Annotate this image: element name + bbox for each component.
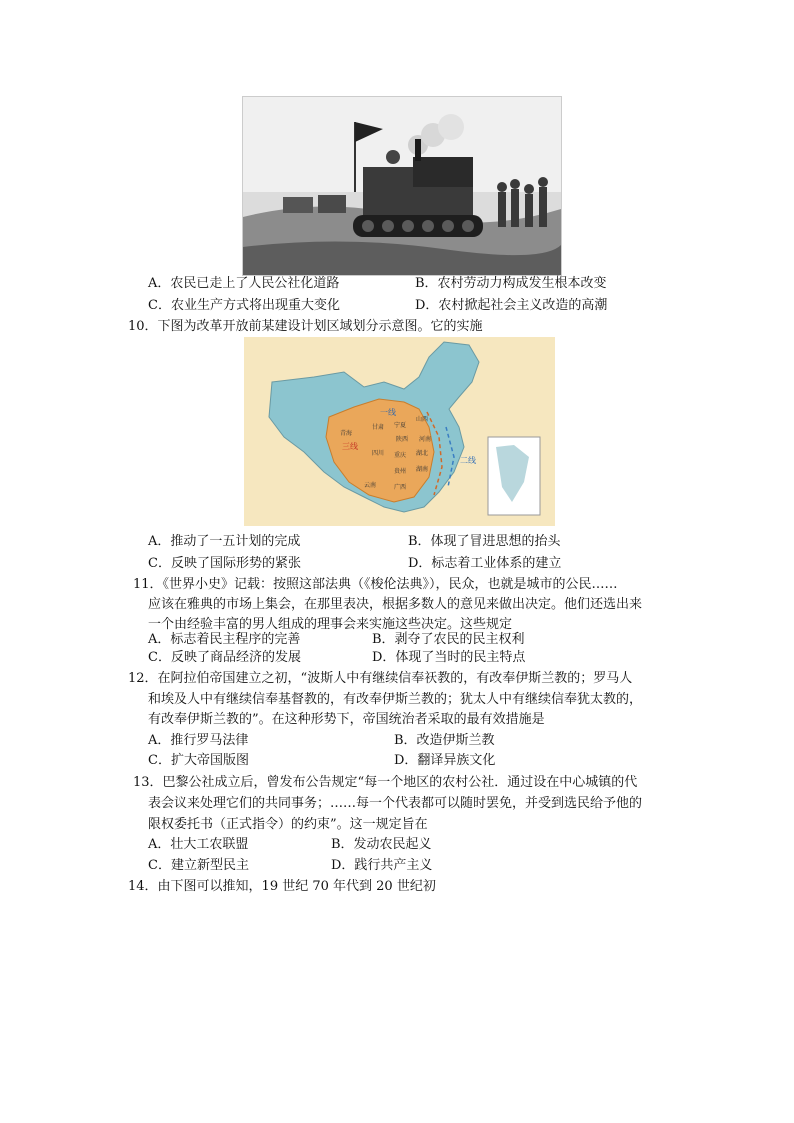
q9-option-b: B．农村劳动力构成发生根本改变	[415, 276, 607, 291]
q10-option-c: C．反映了国际形势的紧张	[148, 556, 301, 571]
q13-line1: 13．巴黎公社成立后，曾发布公告规定“每一个地区的农村公社．通过设在中心城镇的代	[133, 775, 638, 790]
q12-line3: 有改奉伊斯兰教的”。在这种形势下，帝国统治者采取的最有效措施是	[148, 712, 545, 727]
q12-option-b: B．改造伊斯兰教	[394, 733, 495, 748]
q11-option-a: A．标志着民主程序的完善	[148, 632, 301, 647]
map-province: 湖南	[416, 466, 429, 473]
q11-option-b: B．剥夺了农民的民主权利	[372, 632, 525, 647]
q9-option-a: A．农民已走上了人民公社化道路	[148, 276, 340, 291]
q12-option-a: A．推行罗马法律	[148, 733, 249, 748]
china-map	[244, 337, 555, 526]
q10-option-a: A．推动了一五计划的完成	[148, 534, 301, 549]
map-province: 广西	[394, 484, 407, 491]
q13-option-b: B．发动农民起义	[331, 837, 432, 852]
map-province: 四川	[372, 450, 385, 457]
map-province: 湖北	[416, 450, 429, 457]
map-province: 河南	[419, 436, 432, 443]
map-province: 山西	[416, 416, 429, 423]
map-label-line1: 一线	[380, 408, 396, 417]
q12-option-d: D．翻译异族文化	[394, 753, 496, 768]
q11-option-d: D．体现了当时的民主特点	[372, 650, 526, 665]
q9-option-d: D．农村掀起社会主义改造的高潮	[415, 298, 608, 313]
q14-stem: 14．由下图可以推知，19 世纪 70 年代到 20 世纪初	[128, 879, 436, 894]
q9-option-c: C．农业生产方式将出现重大变化	[148, 298, 340, 313]
map-label-line2: 二线	[460, 456, 476, 465]
q10-stem: 10．下图为改革开放前某建设计划区域划分示意图。它的实施	[128, 319, 483, 334]
q11-line2: 应该在雅典的市场上集会，在那里表决，根据多数人的意见来做出决定。他们还选出来	[148, 597, 643, 612]
q13-option-d: D．践行共产主义	[331, 858, 433, 873]
q11-option-c: C．反映了商品经济的发展	[148, 650, 301, 665]
map-province: 宁夏	[394, 422, 407, 429]
q13-option-a: A．壮大工农联盟	[148, 837, 249, 852]
map-province: 重庆	[394, 452, 407, 459]
q12-option-c: C．扩大帝国版图	[148, 753, 249, 768]
map-icon	[244, 337, 555, 526]
map-label-line3: 三线	[342, 442, 358, 451]
map-province: 青海	[340, 430, 353, 437]
map-province: 陕西	[396, 436, 409, 443]
q13-option-c: C．建立新型民主	[148, 858, 249, 873]
q12-line2: 和埃及人中有继续信奉基督教的，有改奉伊斯兰教的；犹太人中有继续信奉犹太教的，	[148, 692, 643, 707]
q13-line2: 表会议来处理它们的共同事务；……每一个代表都可以随时罢免，并受到选民给予他的	[148, 796, 643, 811]
q10-option-d: D．标志着工业体系的建立	[408, 556, 562, 571]
q11-line3: 一个由经验丰富的男人组成的理事会来实施这些决定。这些规定	[148, 617, 513, 632]
q11-line1: 11．《世界小史》记载：按照这部法典（《梭伦法典》），民众，也就是城市的公民……	[133, 577, 618, 592]
q12-line1: 12．在阿拉伯帝国建立之初，“波斯人中有继续信奉祆教的，有改奉伊斯兰教的；罗马人	[128, 671, 633, 686]
map-province: 贵州	[394, 468, 407, 475]
q13-line3: 限权委托书（正式指令）的约束”。这一规定旨在	[148, 817, 428, 832]
q10-option-b: B．体现了冒进思想的抬头	[408, 534, 561, 549]
map-province: 甘肃	[372, 424, 385, 431]
tractor-photo	[242, 96, 562, 276]
map-province: 云南	[364, 482, 377, 489]
tractor-photo-icon	[243, 97, 561, 275]
